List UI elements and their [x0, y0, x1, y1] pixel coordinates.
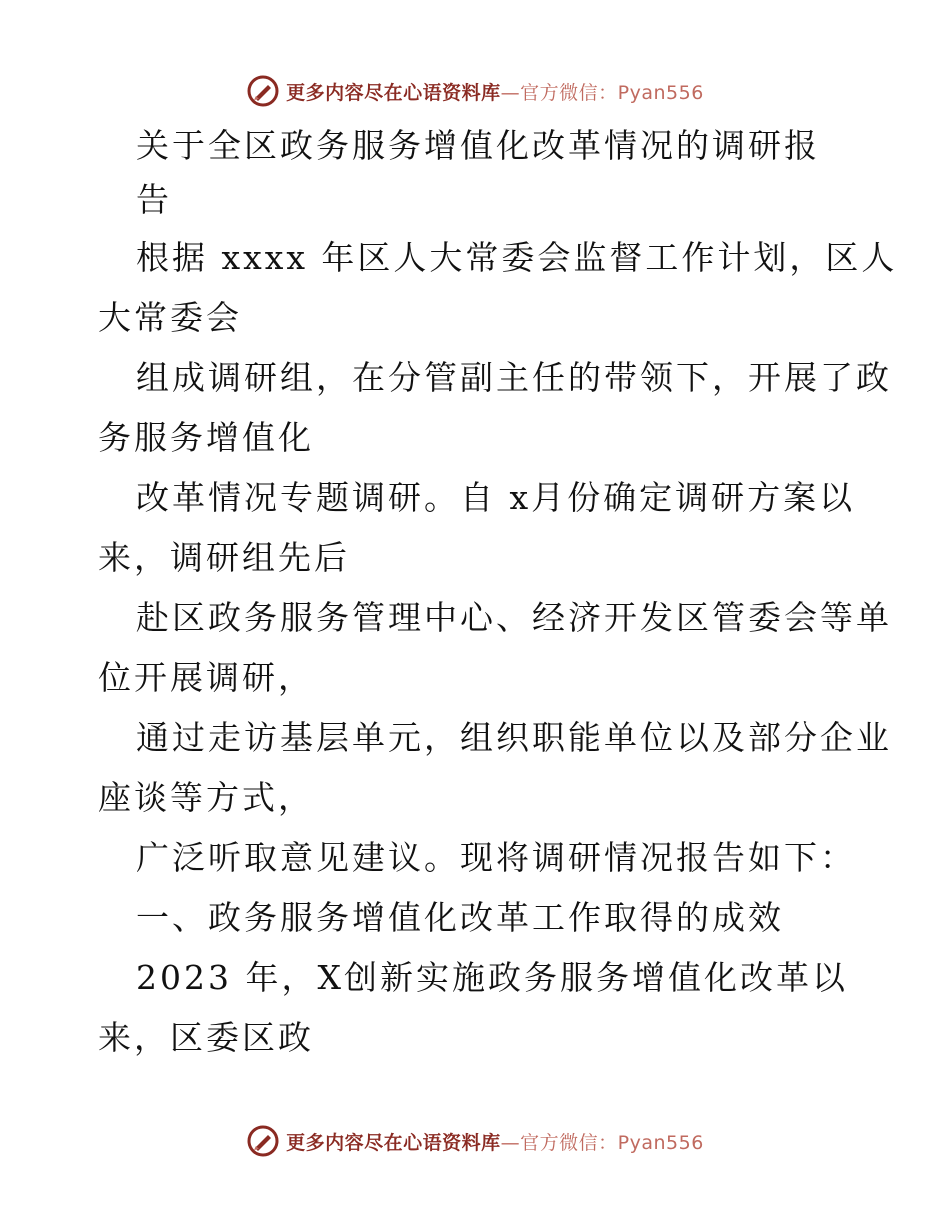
- paragraph-line: 通过走访基层单元，组织职能单位以及部分企业: [136, 718, 892, 757]
- paragraph-line: 务服务增值化: [98, 418, 314, 457]
- paragraph-line: 来，调研组先后: [98, 538, 350, 577]
- paragraph-line: 来，区委区政: [98, 1018, 314, 1057]
- pen-circle-logo-icon: [246, 74, 280, 108]
- doc-title-line-2: 告: [136, 180, 172, 219]
- paragraph-line: 大常委会: [98, 298, 242, 337]
- paragraph-line: 赴区政务服务管理中心、经济开发区管委会等单: [136, 598, 892, 637]
- paragraph-line: 改革情况专题调研。自 x月份确定调研方案以: [136, 478, 856, 517]
- paragraph-line: 组成调研组，在分管副主任的带领下，开展了政: [136, 358, 892, 397]
- section-heading: 一、政务服务增值化改革工作取得的成效: [136, 898, 784, 937]
- pen-circle-logo-icon: [246, 1124, 280, 1158]
- paragraph-line: 座谈等方式，: [98, 778, 314, 817]
- watermark-text: 更多内容尽在心语资料库—官方微信：Pyan556: [286, 81, 704, 104]
- header-watermark: [0, 71, 950, 111]
- footer-watermark: [0, 1121, 950, 1161]
- paragraph-line: 广泛听取意见建议。现将调研情况报告如下：: [136, 838, 856, 877]
- doc-title-line-1: 关于全区政务服务增值化改革情况的调研报: [136, 126, 820, 165]
- paragraph-line: 位开展调研，: [98, 658, 314, 697]
- paragraph-line: 2023 年，X创新实施政务服务增值化改革以: [136, 958, 848, 997]
- document-body: [98, 120, 898, 1068]
- watermark-text: 更多内容尽在心语资料库—官方微信：Pyan556: [286, 1131, 704, 1154]
- paragraph-line: 根据 xxxx 年区人大常委会监督工作计划，区人: [136, 238, 898, 277]
